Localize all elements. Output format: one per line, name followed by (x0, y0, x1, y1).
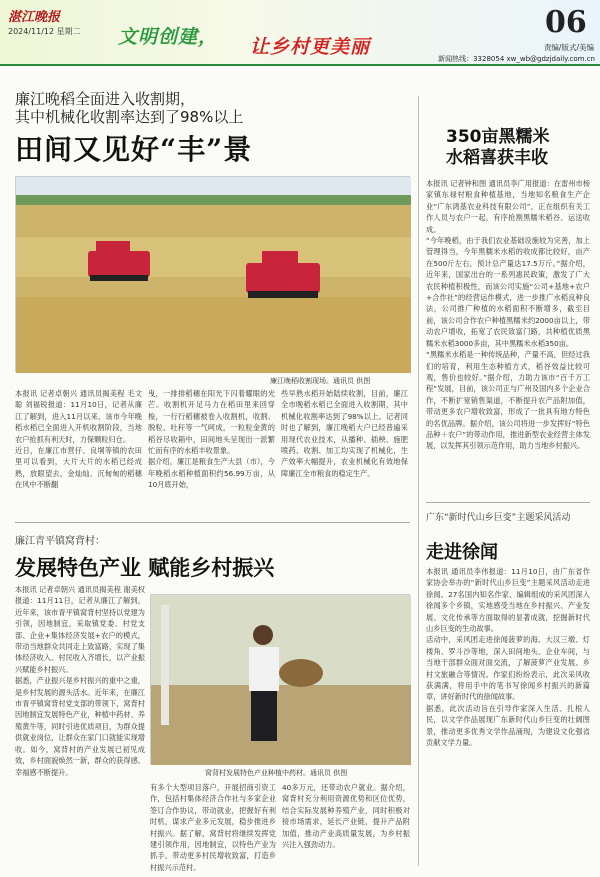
issue-date (8, 26, 81, 37)
editor-credit: 责编/版式/美编 (543, 43, 594, 52)
date-text: 2024/11/12 (8, 27, 55, 36)
hotline: 新闻热线：3328054 xw_wb@gdzjdaily.com.cn (438, 55, 595, 63)
right-article-1-body: 本报讯 记者钟和图 通讯员李广用报道：在雷州市杨家镇东禄村粮食种植基地，当地知名粮食生产企业“广东鸿基农业科技有限公司”，正在组织有关工作人员与农户一起，有序抢割黑糯米稻谷、运送收成。 “今年晚稻，由于我们农业基础设施较为完善，加上管理得当，今年黑糯米水稻的收成都比较好，亩产在500斤左右，预计总产量达17.5万斤。”据介绍，近年来，国家出台的一系列惠民政策，激发了广大农民种植积极性，而该公司实施“公司+基地+农户+合作社”的经营运作模式，进一步推广水稻良种良法，公司推广种植的水稻面积不断增多，截至目前，该公司合作农户种植黑糯米约2000亩以上，带动农户增收，拓宽了农民致富门路，共种植优质黑糯米水稻3000多亩，其中黑糯米水稻350亩。 “黑糯米水稻是一种传统品种，产量不高，但经过我们的培育，利用生态种植方式，稻谷效益比较可观，售价也较好。”据介绍，力助力该市“百千万工程”发展，目前，该公司正与广州及国内多个企业合作，不断扩宽销售渠道，不断提升农产品附加值，带动更多农户增收致富，形成了一批具有地方特色的名优品牌。据介绍，该公司将进一步发挥好“特色品种＋农户”的带动作用，推进新型农业经营主体发展，以发挥其引领示范作用，助力当地乡村振兴。 (426, 179, 590, 451)
section-rule (15, 522, 410, 523)
lead-column-3: 些早熟水稻开始陆续收割，目前，廉江全市晚稻水稻已全面进入收割期，其中机械化收割率达到了98%以上。记者同时也了解到，廉江晚稻大户已经普遍采用现代农业技术，从播种、插秧、施肥喷药、收割、加工均实现了机械化，生产效率大幅提升，农业机械化有效地保障廉江全市粮食的稳定生产。 (281, 389, 408, 478)
right-article-1-headline: 350亩黑糯米 水稻喜获丰收 (446, 127, 550, 168)
column-divider (418, 96, 419, 866)
second-headline: 发展特色产业 赋能乡村振兴 (15, 555, 275, 580)
second-column-3: 40多万元，还带动农户就业。据介绍，窝背村充分利用资源优势和区位优势，结合实际发展种养殖产业，同时积极对接市场需求，延长产业链，提升产品附加值，推动产业高质量发展，为乡村振兴注入强劲动力。 (282, 783, 410, 850)
second-column-2: 有多个大型项目落户，开展招商引资工作，包括村集体经济合作社与多家企业签订合作协议，带动就业，把握好有利时机，谋求产业多元发展，稳步推进乡村振兴。据了解，窝背村将继续发挥党建引领作用，因地制宜，以特色产业为抓手，带动更多村民增收致富，打造乡村振兴示范村。 (150, 783, 276, 872)
herb-farmer-photo (150, 594, 410, 764)
second-column-1: 本报讯 记者卓朝兴 通讯员揭美程 谢美权报道：11月11日，记者从廉江了解到，近年来，该市青平镇窝背村坚持以党建为引领，因地制宜，采取镇党委、村党支部、企业+集体经济发展+农户的模式，带动当地群众共同走上致富路，实现了集体经济收入、村民收入齐增长，以产业振兴赋能乡村振兴。 据悉，产业振兴是乡村振兴的重中之重，是乡村发展的源头活水。近年来，在廉江市青平镇窝背村党支部的带领下，窝背村因地制宜发展特色产业，种植中药材、养殖黄牛等，同时引进优质项目，为群众提供就业岗位，让群众在家门口就能实现增收。如今，窝背村的产业发展已初见成效，乡村面貌焕然一新，群众的获得感、幸福感不断提升。 (15, 585, 145, 777)
right-article-2-section: 广东“新时代山乡巨变”主题采风活动 (426, 513, 571, 523)
page-number: 06 (545, 5, 587, 40)
slogan-part-a: 文明创建， (118, 26, 219, 48)
lead-kicker: 廉江晚稻全面进入收割期， 其中机械化收割率达到了98%以上 (15, 90, 244, 126)
second-photo-caption: 窝背村发展特色产业种植中药材。通讯员 供图 (205, 769, 348, 777)
second-section-label: 廉江青平镇窝背村： (15, 536, 105, 547)
right-article-2-headline: 走进徐闻 (426, 542, 498, 563)
harvest-photo (15, 176, 410, 372)
right-article-2-body: 本报讯 通讯员李伟报道：11月10日，由广东省作家协会举办的“新时代山乡巨变”主题采风活动走进徐闻。27名国内知名作家、编辑组成的采风团深入徐闻多个乡镇，实地感受当地在乡村振兴、产业发展、文化传承等方面取得的显著成就，挖掘新时代山乡巨变的生动故事。 活动中，采风团走进徐闻菠萝的海、大汉三墩、灯楼角、罗斗沙等地，深入田间地头、企业车间，与当地干部群众面对面交流，了解菠萝产业发展、乡村文旅融合等情况。作家们纷纷表示，此次采风收获满满，将用手中的笔书写徐闻乡村振兴的新篇章，讲好新时代的徐闻故事。 据悉，此次活动旨在引导作家深入生活、扎根人民，以文学作品展现广东新时代山乡巨变的壮阔图景，推动更多优秀文学作品涌现，为建设文化强省贡献文学力量。 (426, 567, 590, 748)
lead-column-1: 本报讯 记者卓朝兴 通讯员揭美程 毛文聪 刘福锐报道：11月10日，记者从廉江了解到，进入11月以来，该市今年晚稻水稻已全面进入开机收割阶段，当地农户抢抓有利天时，力保颗粒归仓。 近日，在廉江市营仔、良垌等镇的农田里可以看到，大片大片的水稻已经成熟，放眼望去，金灿灿、沉甸甸的稻穗在风中不断翻 (15, 389, 142, 490)
slogan-part-b: 让乡村更美丽 (250, 36, 371, 58)
weekday-text: 星期二 (56, 27, 81, 36)
lead-headline: 田间又见好“丰”景 (15, 133, 253, 166)
newspaper-logo: 湛江晚报 (8, 10, 61, 25)
lead-photo-caption: 廉江晚稻收割现场。通讯员 供图 (270, 377, 371, 385)
right-section-rule (426, 502, 590, 503)
lead-column-2: 曳，一排排稻穗在阳光下闪着耀眼的光芒。收割机开足马力在稻田里来回穿梭，一行行稻穗被卷入收割机，收割、脱粒、吐秆等一气呵成，一粒粒金黄的稻谷尽收箱中，田间地头呈现出一派繁忙而有序的水稻丰收景象。 据介绍，廉江是粮食生产大县（市），今年晚稻水稻种植面积约56.99万亩，从10月底开始， (148, 389, 275, 490)
